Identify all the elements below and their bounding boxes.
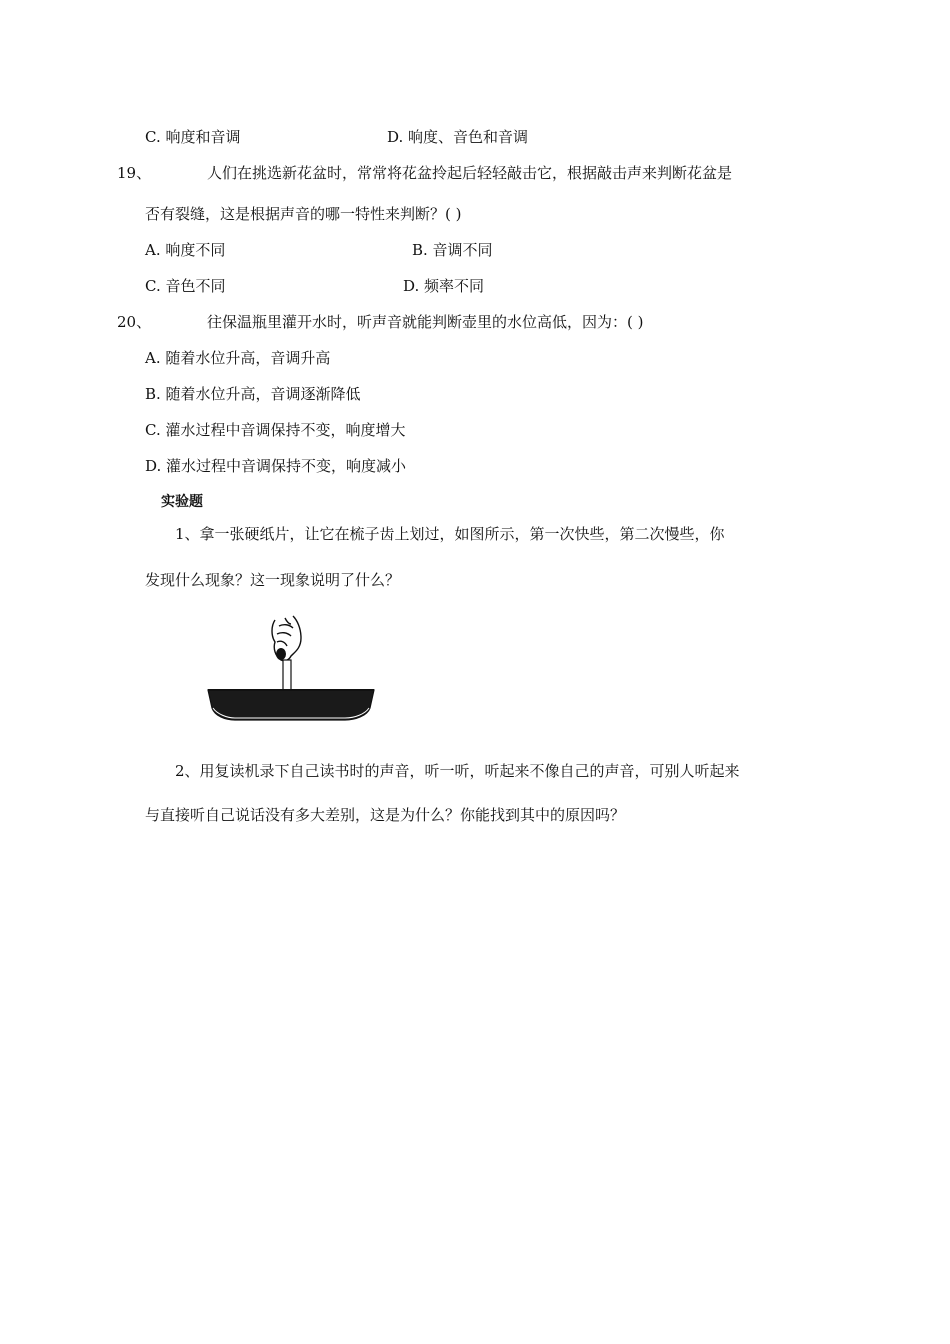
q19-stem-line1: 人们在挑选新花盆时，常常将花盆拎起后轻轻敲击它，根据敲击声来判断花盆是 bbox=[207, 164, 733, 182]
q18-option-c: C. 响度和音调 bbox=[145, 128, 241, 146]
q20-option-d: D. 灌水过程中音调保持不变，响度减小 bbox=[145, 457, 407, 475]
paper-card bbox=[283, 660, 291, 694]
q19-option-b: B. 音调不同 bbox=[412, 241, 493, 259]
q19-option-d: D. 频率不同 bbox=[403, 277, 485, 295]
q19-number: 19、 bbox=[117, 164, 152, 182]
q19-stem-line2: 否有裂缝，这是根据声音的哪一特性来判断？( ) bbox=[145, 205, 462, 223]
experiment-q1-line1: 1、拿一张硬纸片，让它在梳子齿上划过，如图所示，第一次快些，第二次慢些，你 bbox=[175, 525, 725, 543]
comb bbox=[208, 690, 374, 720]
comb-card-figure bbox=[205, 612, 377, 724]
q19-option-c: C. 音色不同 bbox=[145, 277, 226, 295]
q20-number: 20、 bbox=[117, 313, 152, 331]
q20-option-b: B. 随着水位升高，音调逐渐降低 bbox=[145, 385, 361, 403]
fingertip bbox=[276, 648, 286, 660]
experiment-q1-line2: 发现什么现象？这一现象说明了什么？ bbox=[145, 571, 401, 589]
q20-option-a: A. 随着水位升高，音调升高 bbox=[145, 349, 331, 367]
experiment-q2-line1: 2、用复读机录下自己读书时的声音，听一听，听起来不像自己的声音，可别人听起来 bbox=[175, 762, 740, 780]
q19-option-a: A. 响度不同 bbox=[145, 241, 226, 259]
experiment-heading: 实验题 bbox=[161, 494, 203, 510]
q18-option-d: D. 响度、音色和音调 bbox=[387, 128, 529, 146]
q20-stem: 往保温瓶里灌开水时，听声音就能判断壶里的水位高低，因为：( ) bbox=[207, 313, 644, 331]
q20-option-c: C. 灌水过程中音调保持不变，响度增大 bbox=[145, 421, 406, 439]
experiment-q2-line2: 与直接听自己说话没有多大差别，这是为什么？你能找到其中的原因吗？ bbox=[145, 806, 626, 824]
